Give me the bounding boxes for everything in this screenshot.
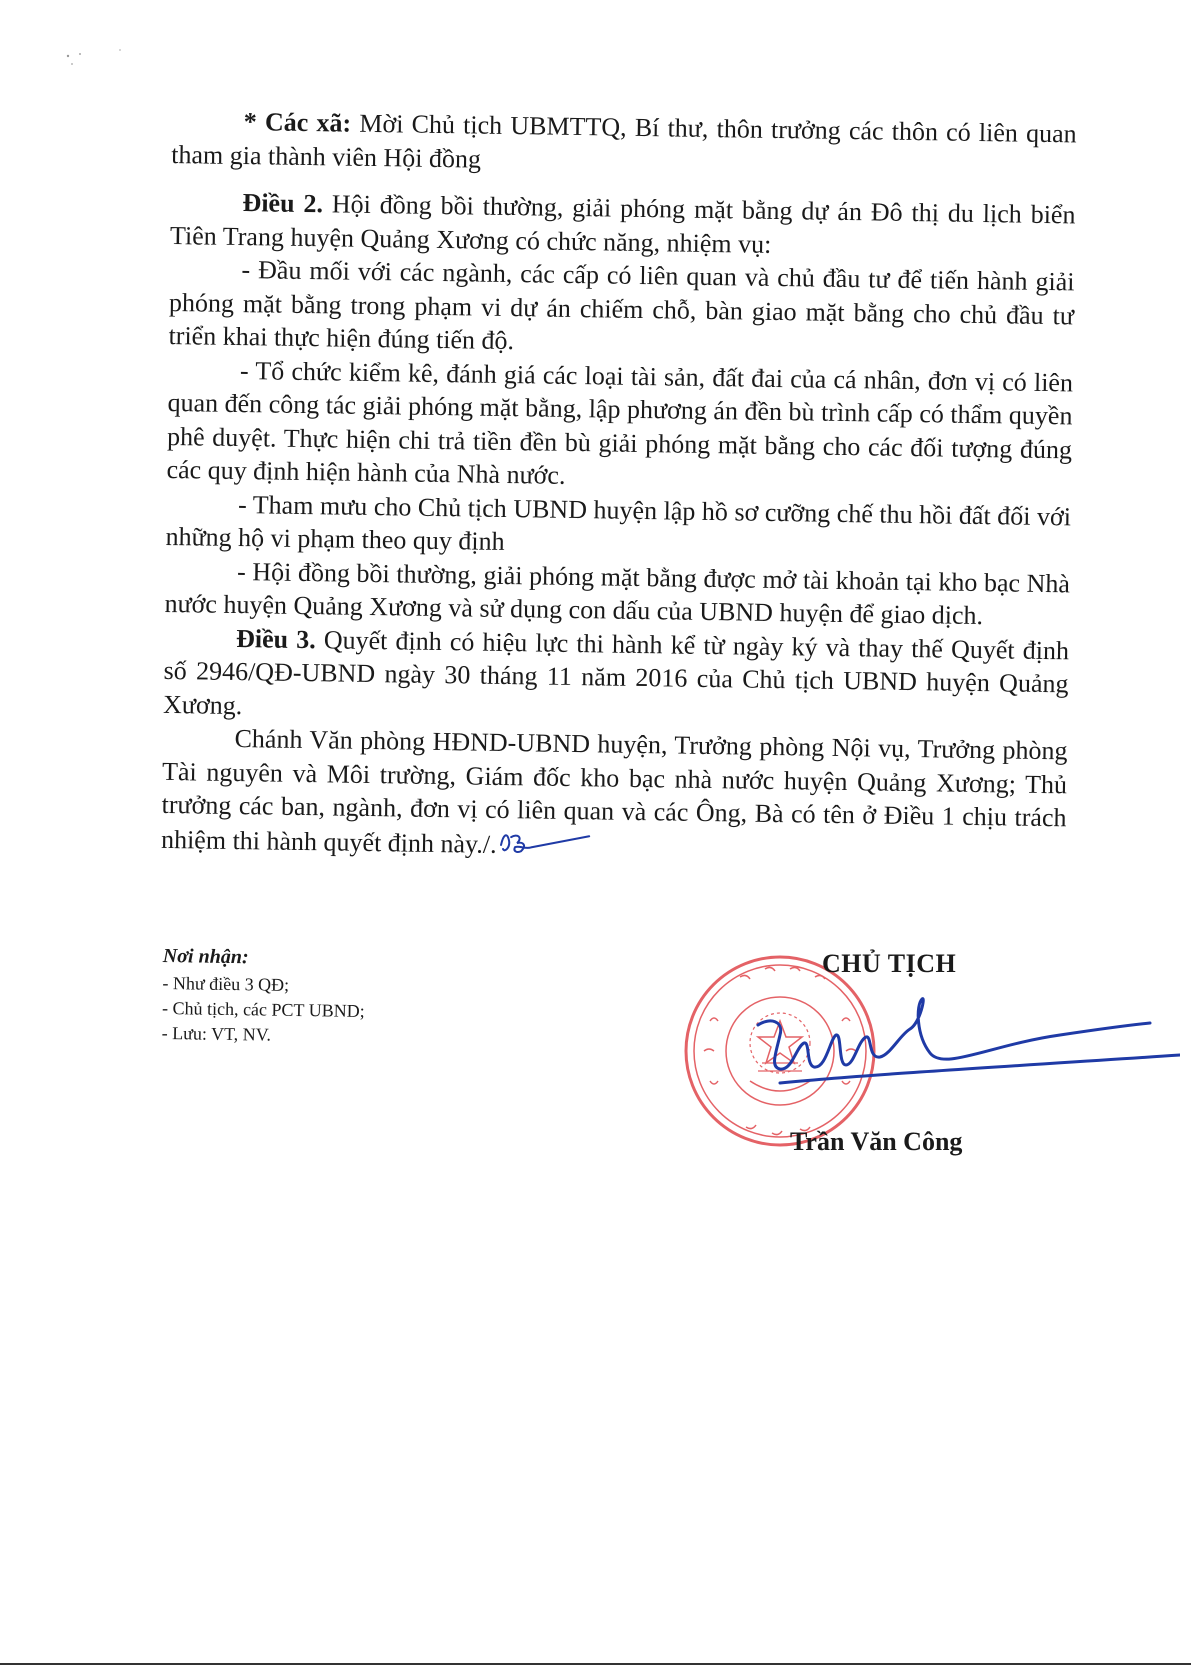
recipient-item: - Chủ tịch, các PCT UBND; [161,997,365,1021]
recipient-item: - Như điều 3 QĐ; [162,972,290,995]
duty-1: - Đầu mối với các ngành, các cấp có liên quan và chủ đầu tư để tiến hành giải phóng mặt bằng trong phạm vi dự án chiếm chỗ, bàn giao mặt bằng cho chủ đầu tư triển khai thực hiện đúng tiến độ. [168,255,1075,356]
recipients-title: Nơi nhận: [162,944,249,969]
duty-4: - Hội đồng bồi thường, giải phóng mặt bằng được mở tài khoản tại kho bạc Nhà nước huyện Quảng Xương và sử dụng con dấu của UBND huyện để giao dịch. [164,556,1071,631]
signer-name: Trần Văn Công [790,1127,963,1156]
recipient-item: - Lưu: VT, NV. [161,1022,272,1045]
signature-block [660,945,1180,1175]
initial-signature-icon [496,826,592,857]
article-2-label: Điều 2. [242,188,324,219]
page-bottom-edge [0,1663,1191,1665]
closing-text: Chánh Văn phòng HĐND-UBND huyện, Trưởng phòng Nội vụ, Trưởng phòng Tài nguyên và Môi trường, Giám đốc kho bạc nhà nước huyện Quảng Xương; Thủ trưởng các ban, ngành, đơn vị có liên quan và các Ông, Bà có tên ở Điều 1 chịu trách nhiệm thi hành quyết định này./. [160,724,1068,859]
article-3-text: Quyết định có hiệu lực thi hành kể từ ngày ký và thay thế Quyết định số 2946/QĐ-UBND ngày 30 tháng 11 năm 2016 của Chủ tịch UBND huyện Quảng Xương. [162,624,1070,720]
document-body [161,104,1077,869]
duty-2: - Tổ chức kiểm kê, đánh giá các loại tài sản, đất đai của cá nhân, đơn vị có liên quan đến công tác giải phóng mặt bằng, lập phương án đền bù trình cấp có thẩm quyền phê duyệt. Thực hiện chi trả tiền đền bù giải phóng mặt bằng cho các đối tượng đúng các quy định hiện hành của Nhà nước. [166,355,1074,490]
article-3 [163,620,1069,734]
handwritten-signature-icon [740,995,1180,1105]
communes-label: * Các xã: [243,107,352,138]
scan-speck-icon [60,46,140,76]
recipients-block [161,944,365,1049]
article-3-label: Điều 3. [235,623,316,654]
article-2-text: Hội đồng bồi thường, giải phóng mặt bằng dự án Đô thị du lịch biển Tiên Trang huyện Quảng Xương có chức năng, nhiệm vụ: [169,189,1076,259]
paragraph-communes [171,104,1077,184]
duty-3: - Tham mưu cho Chủ tịch UBND huyện lập hồ sơ cưỡng chế thu hồi đất đối với những hộ vi phạm theo quy định [165,489,1072,556]
signer-title: CHỦ TỊCH [822,949,957,978]
communes-text: Mời Chủ tịch UBMTTQ, Bí thư, thôn trưởng các thôn có liên quan tham gia thành viên Hội đồng [171,108,1077,174]
closing-paragraph [161,721,1068,869]
